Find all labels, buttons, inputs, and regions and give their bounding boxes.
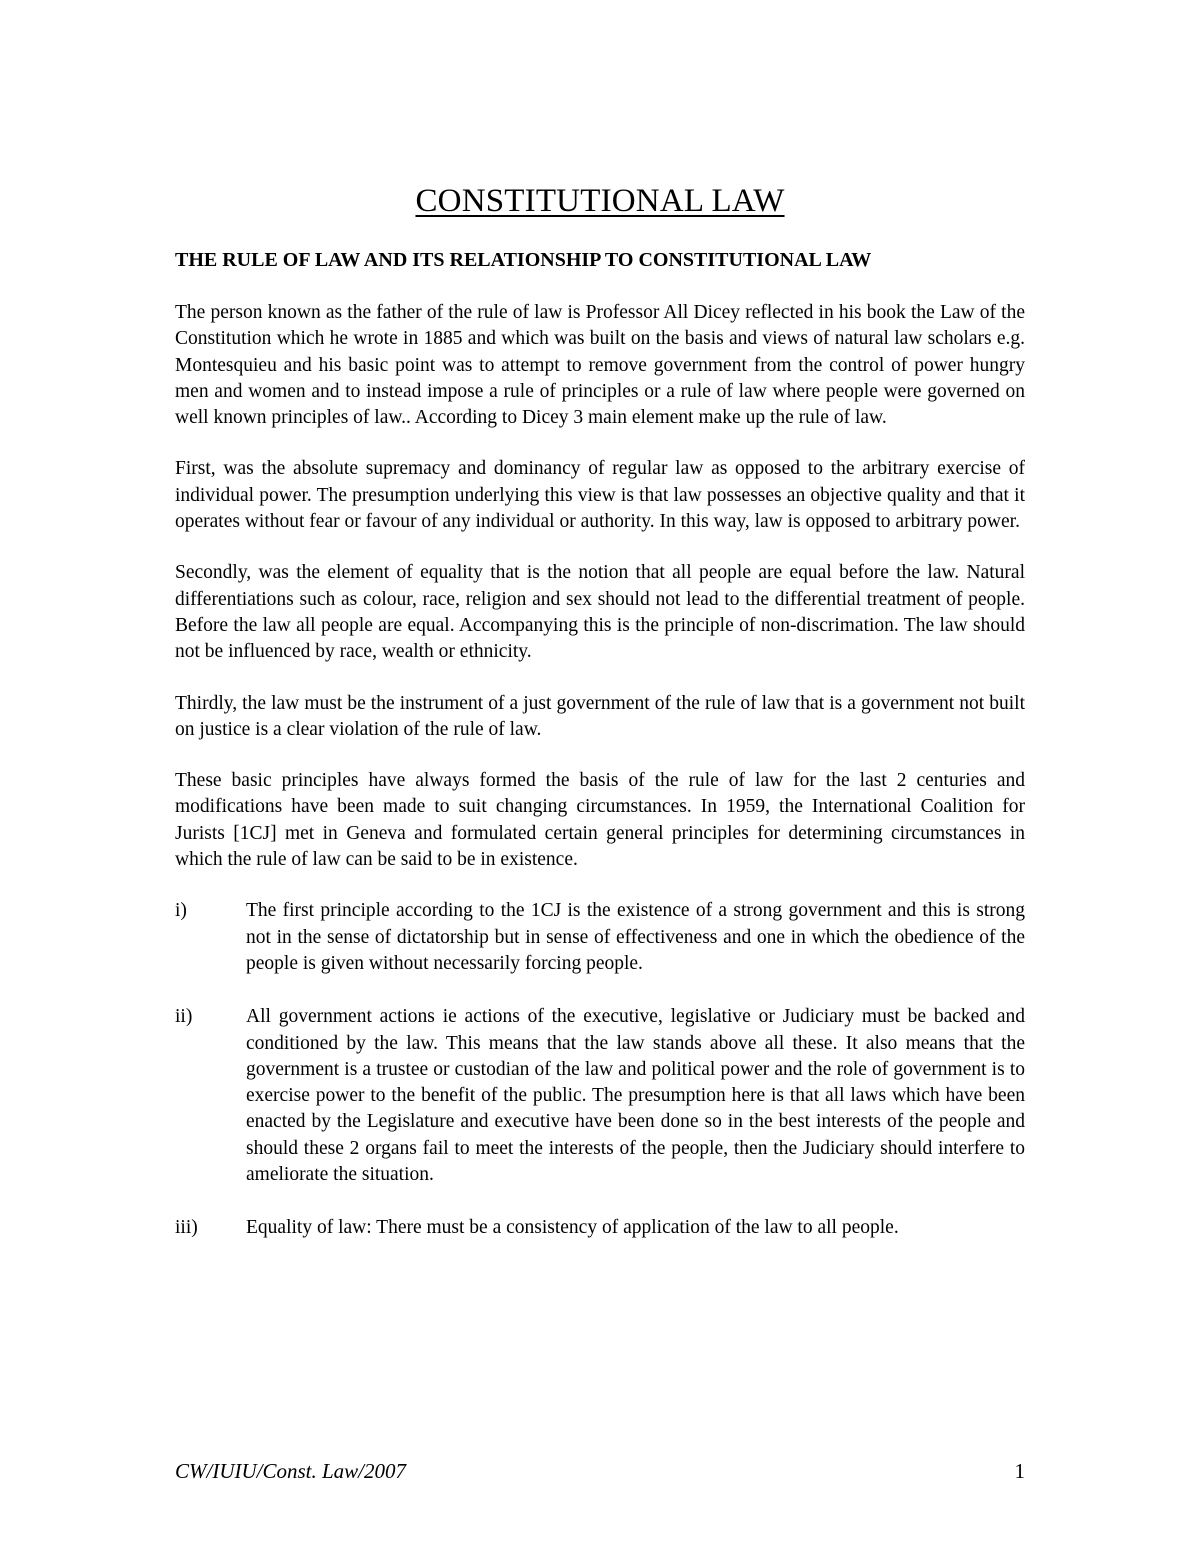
list-item-text: All government actions ie actions of the executive, legislative or Judiciary must be backed and conditioned by the law. This means that the law stands above all these. It also means that the government is a trustee or custodian of the law and political power and the role of government is to exercise power to the benefit of the public. The presumption here is that all laws which have been enacted by the Legislature and executive have been done so in the best interests of the people and should these 2 organs fail to meet the interests of the people, then the Judiciary should interfere to ameliorate the situation.	[246, 1006, 1025, 1186]
list-item	[175, 1004, 1025, 1188]
paragraph-thirdly: Thirdly, the law must be the instrument of a just government of the rule of law that is a government not built on justice is a clear violation of the rule of law.	[175, 692, 1025, 740]
list-marker: i)	[175, 900, 187, 922]
page-number: 1	[1014, 1459, 1025, 1483]
list-item-text: The first principle according to the 1CJ is the existence of a strong government and this is strong not in the sense of dictatorship but in sense of effectiveness and one in which the obedience of the people is given without necessarily forcing people.	[246, 900, 1025, 974]
list-item	[175, 898, 1025, 977]
list-item	[175, 1215, 1025, 1241]
list-item-text: Equality of law: There must be a consistency of application of the law to all people.	[246, 1217, 899, 1239]
list-marker: iii)	[175, 1217, 198, 1239]
footer-reference: CW/IUIU/Const. Law/2007	[175, 1459, 407, 1483]
principles-list	[175, 898, 1025, 1241]
paragraph-secondly: Secondly, was the element of equality that is the notion that all people are equal before the law. Natural differentiations such as colour, race, religion and sex should not lead to the differential treatment of people. Before the law all people are equal. Accompanying this is the principle of non-discrimation. The law should not be influenced by race, wealth or ethnicity.	[175, 562, 1025, 663]
paragraph-intro: The person known as the father of the rule of law is Professor All Dicey reflected in his book the Law of the Constitution which he wrote in 1885 and which was built on the basis and views of natural law scholars e.g. Montesquieu and his basic point was to attempt to remove government from the control of power hungry men and women and to instead impose a rule of principles or a rule of law where people were governed on well known principles of law.. According to Dicey 3 main element make up the rule of law.	[175, 302, 1025, 429]
document-subtitle: THE RULE OF LAW AND ITS RELATIONSHIP TO CONSTITUTIONAL LAW	[175, 249, 872, 271]
paragraph-basic-principles: These basic principles have always formed the basis of the rule of law for the last 2 centuries and modifications have been made to suit changing circumstances. In 1959, the International Coalition for Jurists [1CJ] met in Geneva and formulated certain general principles for determining circumstances in which the rule of law can be said to be in existence.	[175, 770, 1025, 871]
document-title: CONSTITUTIONAL LAW	[415, 183, 785, 219]
document-body	[175, 300, 1025, 1269]
paragraph-first: First, was the absolute supremacy and dominancy of regular law as opposed to the arbitrary exercise of individual power. The presumption underlying this view is that law possesses an objective quality and that it operates without fear or favour of any individual or authority. In this way, law is opposed to arbitrary power.	[175, 458, 1025, 533]
list-marker: ii)	[175, 1006, 193, 1028]
